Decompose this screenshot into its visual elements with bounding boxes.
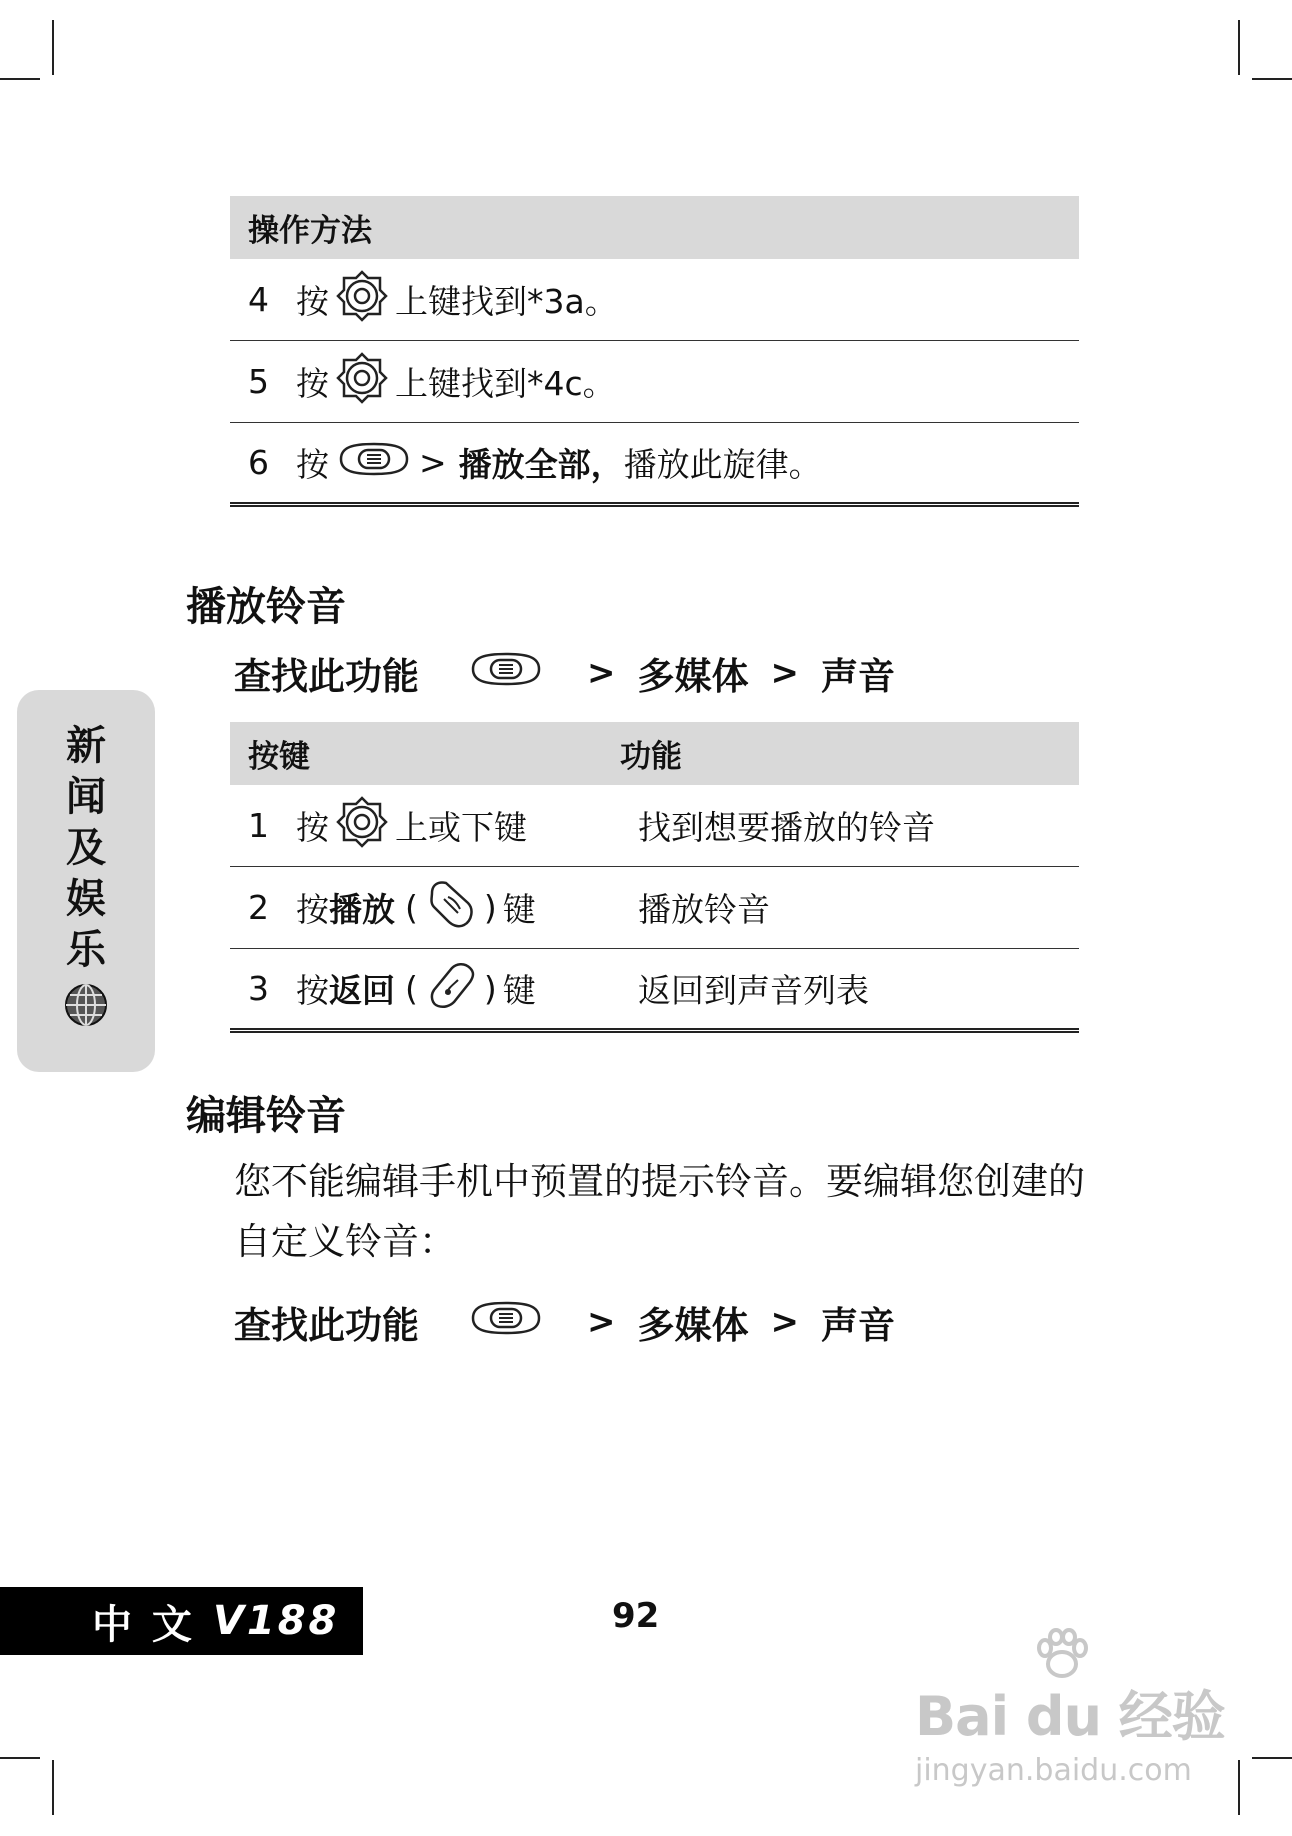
arrow-separator: > xyxy=(770,1302,799,1342)
key-suffix: 上或下键 xyxy=(395,808,527,847)
key-suffix: 键 xyxy=(502,890,536,929)
paren-close: ) xyxy=(483,888,497,927)
step-text xyxy=(296,439,822,487)
chapter-side-tab xyxy=(17,690,155,1072)
path-multimedia: 多媒体 xyxy=(637,1304,749,1347)
keys-table xyxy=(230,722,1079,1033)
crop-mark xyxy=(52,1760,54,1815)
section-title-play-ringtone: 播放铃音 xyxy=(186,583,346,630)
path-sound: 声音 xyxy=(821,655,895,698)
steps-table xyxy=(230,196,1079,507)
crop-mark xyxy=(0,1757,40,1759)
crop-mark xyxy=(1238,20,1240,75)
feature-path xyxy=(234,1295,895,1349)
step-action: 播放此旋律。 xyxy=(623,445,822,484)
globe-icon xyxy=(62,981,110,1033)
paren-open: ( xyxy=(405,888,418,927)
step-action: 上键找到*4c。 xyxy=(395,364,616,403)
key-name-play: 播放 xyxy=(329,890,395,929)
footer-language: 中 文 xyxy=(92,1601,195,1648)
nav-key-icon xyxy=(335,351,389,413)
table-row xyxy=(230,259,1079,341)
press-label: 按 xyxy=(296,445,329,484)
header-key: 按键 xyxy=(248,739,310,775)
arrow-separator: > xyxy=(419,443,447,482)
arrow-separator: > xyxy=(587,1302,616,1342)
side-tab-char: 娱 xyxy=(66,875,106,922)
send-key-icon xyxy=(424,877,478,939)
paren-close: ) xyxy=(483,969,497,1008)
side-tab-char: 及 xyxy=(66,824,106,871)
arrow-separator: > xyxy=(770,653,799,693)
crop-mark xyxy=(1252,1757,1292,1759)
step-number: 3 xyxy=(248,969,269,1008)
function-cell: 播放铃音 xyxy=(638,890,770,929)
key-cell xyxy=(296,958,638,1020)
section-title-edit-ringtone: 编辑铃音 xyxy=(186,1092,346,1139)
key-suffix: 键 xyxy=(502,971,536,1010)
step-number: 6 xyxy=(248,443,269,482)
side-tab-char: 乐 xyxy=(66,926,106,973)
header-operation: 操作方法 xyxy=(248,213,372,249)
table-row xyxy=(230,785,1079,867)
footer-model: V188 xyxy=(212,1598,340,1644)
menu-key-icon xyxy=(467,1298,545,1347)
table-row xyxy=(230,949,1079,1033)
table-row xyxy=(230,341,1079,423)
key-cell xyxy=(296,877,638,939)
table-row xyxy=(230,423,1079,507)
header-function: 功能 xyxy=(620,739,682,775)
crop-mark xyxy=(1238,1760,1240,1815)
menu-key-icon xyxy=(335,439,413,487)
baidu-watermark xyxy=(915,1640,1225,1788)
function-cell: 返回到声音列表 xyxy=(638,971,869,1010)
step-number: 1 xyxy=(248,806,269,845)
watermark-brand: Bai du 经验 xyxy=(915,1685,1225,1748)
step-text xyxy=(296,269,618,331)
function-cell: 找到想要播放的铃音 xyxy=(638,808,935,847)
end-key-icon xyxy=(424,958,478,1020)
step-number: 4 xyxy=(248,280,269,319)
page-number: 92 xyxy=(612,1596,660,1636)
press-label: 按 xyxy=(296,808,329,847)
watermark-site: jingyan.baidu.com xyxy=(915,1753,1192,1788)
side-tab-char: 新 xyxy=(66,722,106,769)
arrow-separator: > xyxy=(587,653,616,693)
footer-model-label xyxy=(0,1587,363,1655)
press-label: 按 xyxy=(296,282,329,321)
crop-mark xyxy=(1252,78,1292,80)
menu-key-icon xyxy=(467,649,545,698)
table-row xyxy=(230,867,1079,949)
feature-path xyxy=(234,646,895,700)
table-header xyxy=(230,722,1079,785)
find-feature-label: 查找此功能 xyxy=(234,655,419,698)
step-number: 5 xyxy=(248,362,269,401)
nav-key-icon xyxy=(335,269,389,331)
key-name-back: 返回 xyxy=(329,971,395,1010)
crop-mark xyxy=(0,78,40,80)
path-sound: 声音 xyxy=(821,1304,895,1347)
path-multimedia: 多媒体 xyxy=(637,655,749,698)
press-label: 按 xyxy=(296,971,329,1010)
step-number: 2 xyxy=(248,888,269,927)
crop-mark xyxy=(52,20,54,75)
step-action: 上键找到*3a。 xyxy=(395,282,618,321)
paw-icon xyxy=(1033,1628,1091,1684)
nav-key-icon xyxy=(335,795,389,857)
menu-option-play-all: 播放全部， xyxy=(458,445,624,484)
press-label: 按 xyxy=(296,364,329,403)
key-cell xyxy=(296,795,638,857)
step-text xyxy=(296,351,616,413)
find-feature-label: 查找此功能 xyxy=(234,1304,419,1347)
press-label: 按 xyxy=(296,890,329,929)
paren-open: ( xyxy=(405,969,418,1008)
table-header xyxy=(230,196,1079,259)
edit-ringtone-paragraph: 您不能编辑手机中预置的提示铃音。要编辑您创建的自定义铃音： xyxy=(234,1160,1085,1263)
side-tab-char: 闻 xyxy=(66,773,106,820)
